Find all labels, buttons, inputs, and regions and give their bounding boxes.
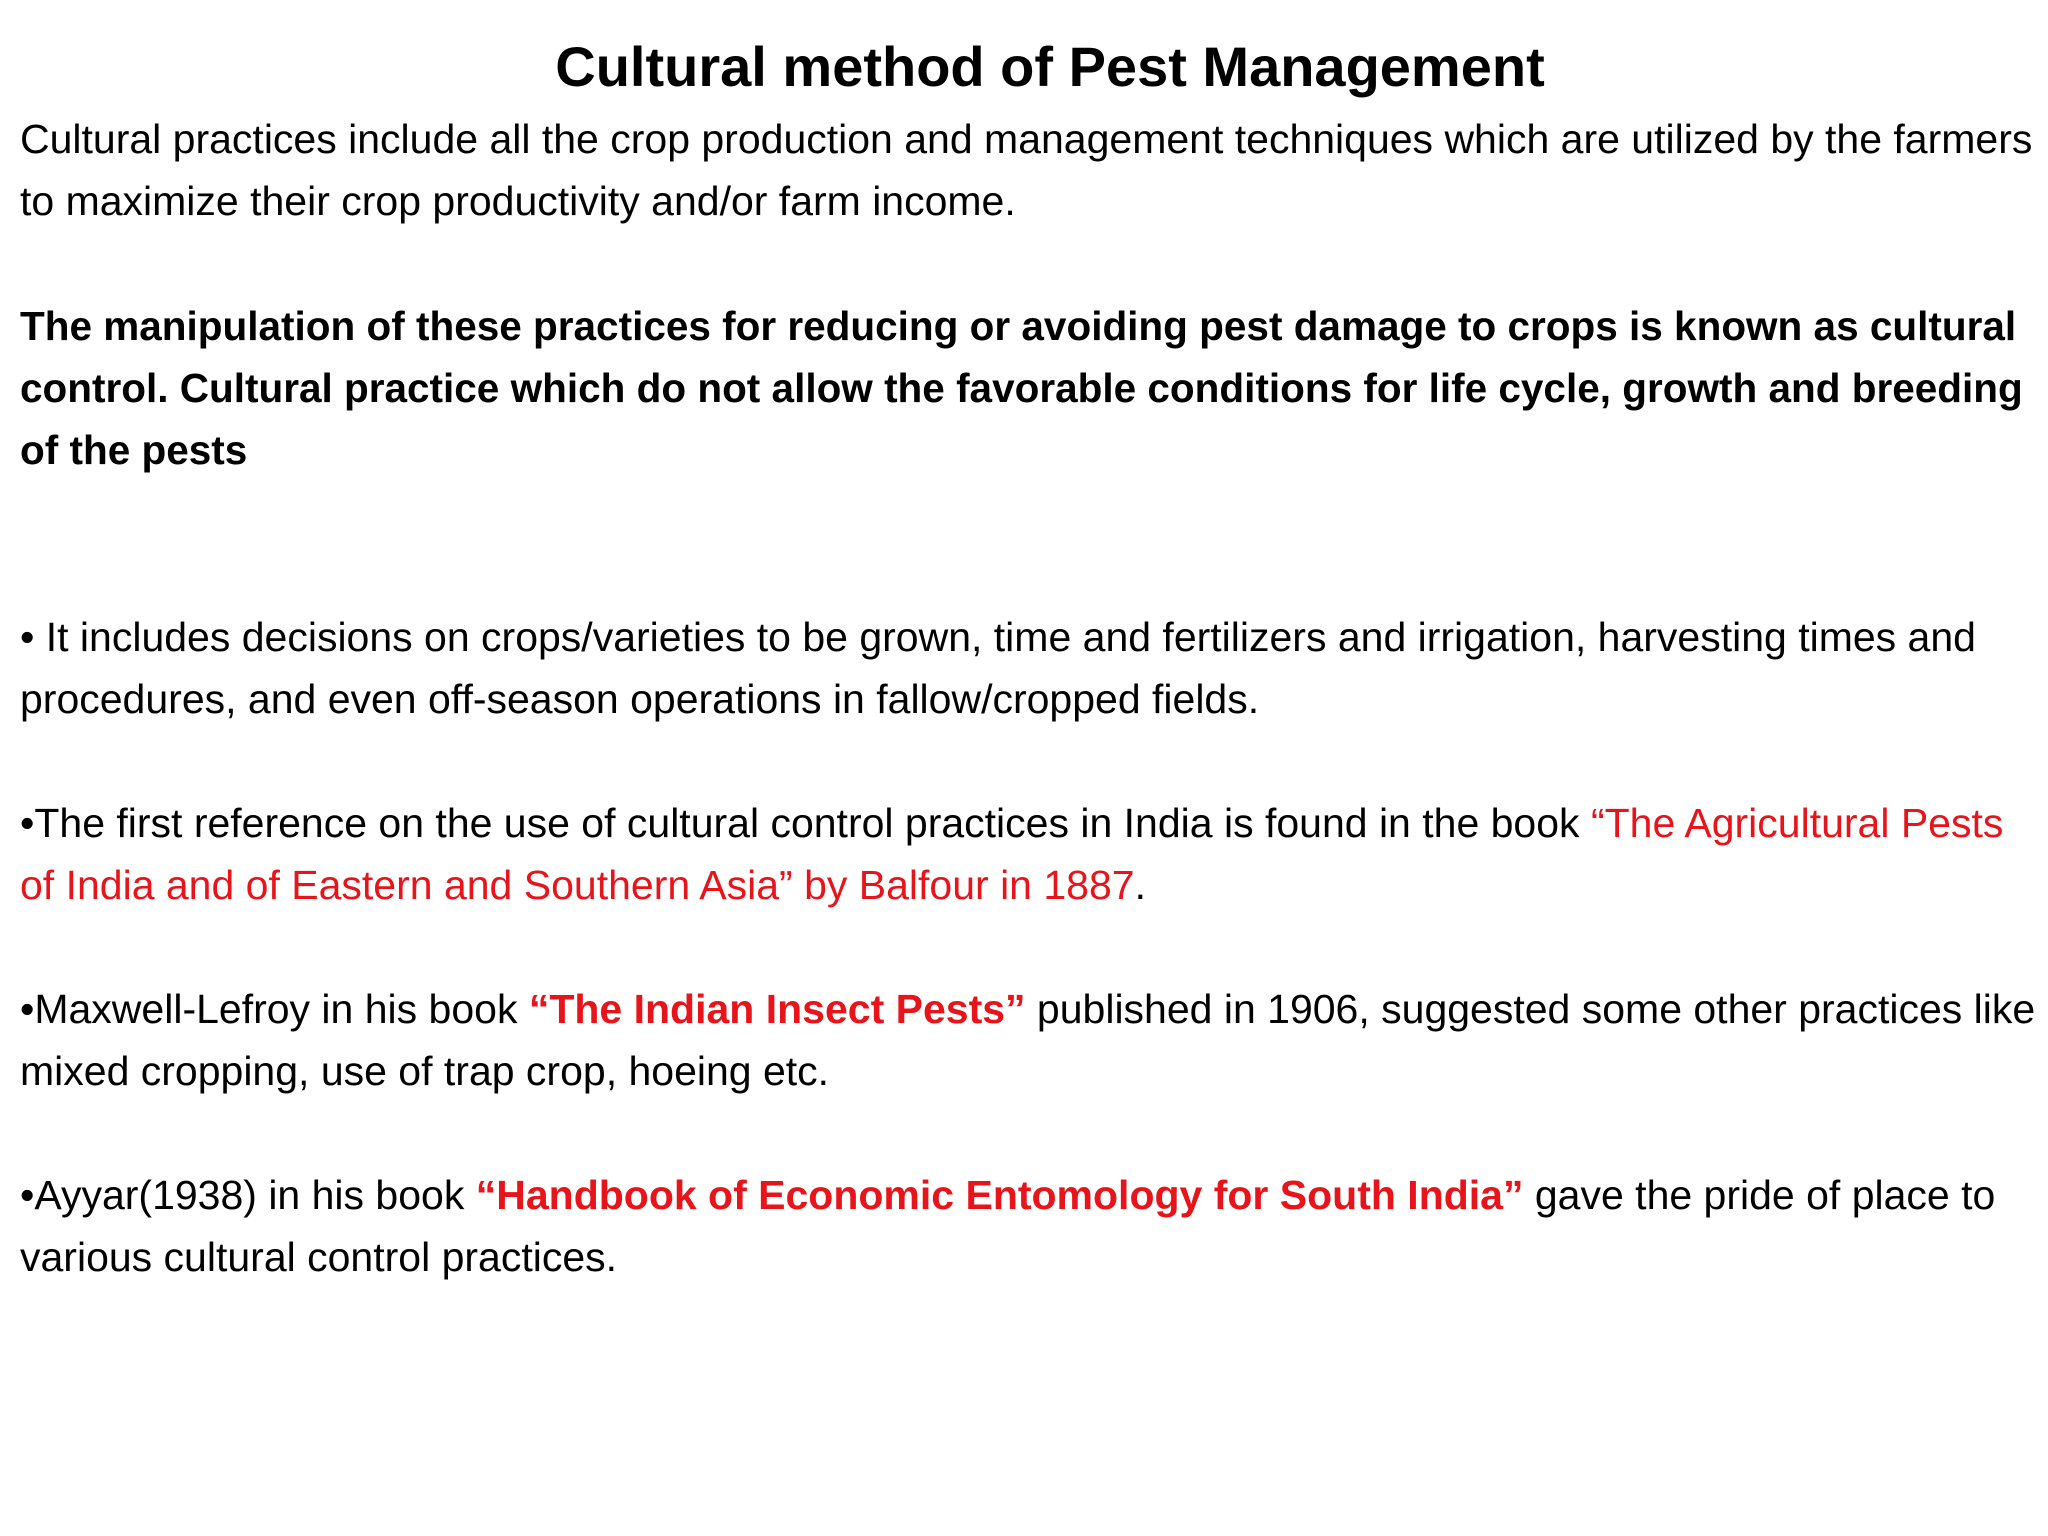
- indian-insect-pests-book-title: “The Indian Insect Pests”: [528, 986, 1026, 1032]
- definition-paragraph: The manipulation of these practices for reducing or avoiding pest damage to crops is known as cultural control. Cultural practice which do not allow the favorable conditions for life cycle, growth and breeding of the pests: [20, 303, 2023, 473]
- bullet-maxwell-lefroy-end: published in 1906, suggested some other practices like mixed cropping, use of trap crop, hoeing etc.: [20, 986, 2036, 1094]
- bullet-first-reference-text: •The first reference on the use of cultural control practices in India is found in the book: [20, 800, 1591, 846]
- bullet-ayyar: [20, 1164, 2040, 1288]
- intro-paragraph: Cultural practices include all the crop production and management techniques which are utilized by the farmers to maximize their crop productivity and/or farm income.: [20, 116, 2033, 224]
- bullet-first-reference-end: .: [1134, 862, 1146, 908]
- bullet-ayyar-text: •Ayyar(1938) in his book: [20, 1172, 476, 1218]
- balfour-book-reference: “The Agricultural Pests of India and of Eastern and Southern Asia” by Balfour in 1887: [20, 800, 2004, 908]
- slide-title: Cultural method of Pest Management: [555, 35, 1545, 98]
- bullet-first-reference: [20, 792, 2040, 916]
- handbook-book-title: “Handbook of Economic Entomology for South India”: [475, 1172, 1524, 1218]
- bullet-maxwell-lefroy: [20, 978, 2040, 1102]
- bullet-maxwell-lefroy-text: •Maxwell-Lefroy in his book: [20, 986, 529, 1032]
- bullet-decisions: • It includes decisions on crops/varieties to be grown, time and fertilizers and irrigation, harvesting times and procedures, and even off-season operations in fallow/cropped fields.: [20, 614, 1976, 722]
- bullet-ayyar-end: gave the pride of place to various cultural control practices.: [20, 1172, 1996, 1280]
